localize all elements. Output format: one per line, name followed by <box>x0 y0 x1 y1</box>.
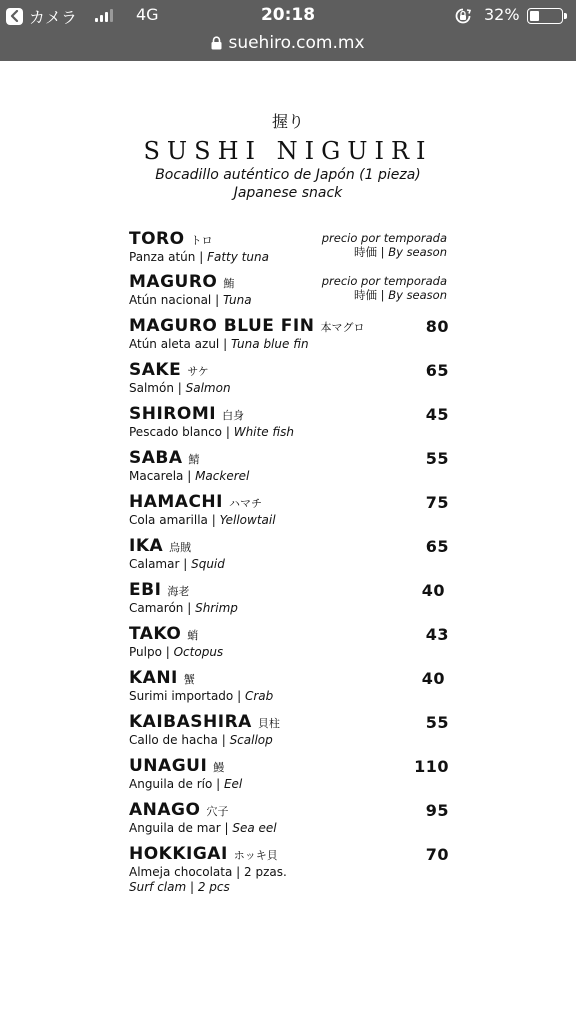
item-description: Anguila de río | Eel <box>129 777 243 791</box>
status-bar <box>0 0 576 30</box>
item-japanese-name: サケ <box>187 365 209 378</box>
item-seasonal-price: precio por temporada 時価 | By season <box>321 231 447 259</box>
item-japanese-name: 穴子 <box>206 805 229 818</box>
menu-item-hokkigai <box>129 844 449 894</box>
item-description: Pulpo | Octopus <box>129 645 224 659</box>
item-price: 55 <box>425 713 449 732</box>
address-bar[interactable] <box>0 30 576 56</box>
item-description: Macarela | Mackerel <box>129 469 250 483</box>
menu-item-sake <box>129 360 449 395</box>
back-app-label: カメラ <box>29 7 78 27</box>
menu-item-ika <box>129 536 449 571</box>
browser-chrome <box>0 0 576 61</box>
battery-percentage: 32% <box>484 5 520 24</box>
menu-item-unagui <box>129 756 449 791</box>
item-description: Atún aleta azul | Tuna blue fin <box>129 337 309 351</box>
item-name: MAGURO BLUE FIN <box>129 316 315 336</box>
item-japanese-name: 鯖 <box>188 453 200 466</box>
item-japanese-name: 鰻 <box>213 761 225 774</box>
item-name: SHIROMI <box>129 404 217 424</box>
item-description-en: Surf clam | 2 pcs <box>129 880 230 894</box>
item-seasonal-price: precio por temporada 時価 | By season <box>321 274 447 302</box>
item-description: Camarón | Shrimp <box>129 601 238 615</box>
menu-item-hamachi <box>129 492 449 527</box>
item-description: Anguila de mar | Sea eel <box>129 821 277 835</box>
item-price: 80 <box>425 317 449 336</box>
network-type: 4G <box>136 5 159 24</box>
item-name: HOKKIGAI <box>129 844 228 864</box>
item-name: EBI <box>129 580 162 600</box>
item-price: 65 <box>425 361 449 380</box>
item-name: SAKE <box>129 360 182 380</box>
item-japanese-name: ホッキ貝 <box>233 849 278 862</box>
item-name: MAGURO <box>129 272 218 292</box>
item-price: 55 <box>425 449 449 468</box>
menu-item-kani <box>129 668 449 703</box>
item-name: TORO <box>129 229 185 249</box>
item-japanese-name: 貝柱 <box>257 717 280 730</box>
menu-item-maguro-blue-fin <box>129 316 449 351</box>
item-description: Cola amarilla | Yellowtail <box>129 513 276 527</box>
item-price: 40 <box>421 669 445 688</box>
status-time: 20:18 <box>260 5 316 25</box>
item-name: IKA <box>129 536 164 556</box>
item-description: Salmón | Salmon <box>129 381 231 395</box>
battery-icon <box>527 8 563 24</box>
item-price: 45 <box>425 405 449 424</box>
item-description: Calamar | Squid <box>129 557 225 571</box>
item-japanese-name: 蛸 <box>187 629 199 642</box>
section-subtitle-en: Japanese snack <box>233 185 343 201</box>
item-japanese-name: 海老 <box>167 585 190 598</box>
item-description: Callo de hacha | Scallop <box>129 733 273 747</box>
menu-item-shiromi <box>129 404 449 439</box>
item-name: KANI <box>129 668 178 688</box>
item-price: 110 <box>414 757 449 776</box>
rotation-lock-icon <box>454 7 472 29</box>
item-name: ANAGO <box>129 800 201 820</box>
menu-item-saba <box>129 448 449 483</box>
item-name: TAKO <box>129 624 182 644</box>
section-kanji-title: 握り <box>271 112 304 131</box>
item-description: Almeja chocolata | 2 pzas. <box>129 865 287 879</box>
menu-item-ebi <box>129 580 449 615</box>
item-name: KAIBASHIRA <box>129 712 252 732</box>
item-japanese-name: トロ <box>190 234 213 247</box>
item-name: UNAGUI <box>129 756 208 776</box>
item-name: HAMACHI <box>129 492 223 512</box>
item-description: Surimi importado | Crab <box>129 689 274 703</box>
item-japanese-name: ハマチ <box>229 497 262 510</box>
menu-item-toro <box>129 229 449 264</box>
item-description: Atún nacional | Tuna <box>129 293 252 307</box>
item-japanese-name: 本マグロ <box>320 321 365 334</box>
page-url: suehiro.com.mx <box>228 33 365 53</box>
menu-item-maguro <box>129 272 449 307</box>
menu-item-tako <box>129 624 449 659</box>
item-price: 65 <box>425 537 449 556</box>
item-japanese-name: 鮪 <box>223 277 235 290</box>
section-title: SUSHI NIGUIRI <box>143 137 433 165</box>
menu-item-anago <box>129 800 449 835</box>
section-subtitle-es: Bocadillo auténtico de Japón (1 pieza) <box>155 167 421 183</box>
item-name: SABA <box>129 448 183 468</box>
lock-icon <box>211 36 222 50</box>
item-price: 43 <box>425 625 449 644</box>
item-price: 95 <box>425 801 449 820</box>
item-price: 70 <box>425 845 449 864</box>
item-japanese-name: 蟹 <box>183 673 195 686</box>
item-japanese-name: 白身 <box>222 409 245 422</box>
item-price: 75 <box>425 493 449 512</box>
item-japanese-name: 烏賊 <box>169 541 192 554</box>
item-description: Pescado blanco | White fish <box>129 425 295 439</box>
item-price: 40 <box>421 581 445 600</box>
item-description: Panza atún | Fatty tuna <box>129 250 269 264</box>
menu-item-kaibashira <box>129 712 449 747</box>
